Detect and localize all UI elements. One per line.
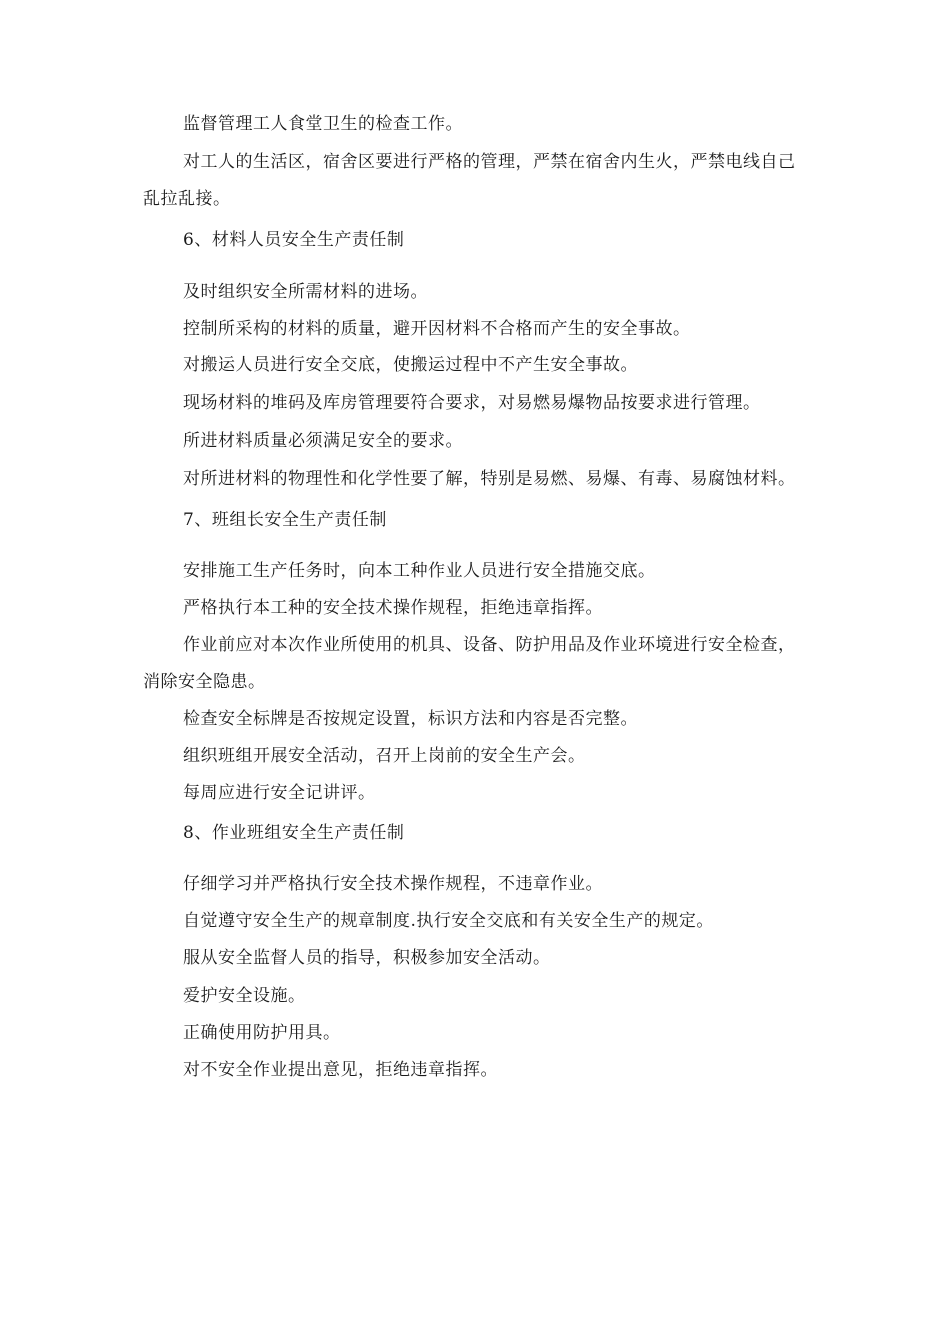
paragraph-line: 控制所采构的材料的质量，避开因材料不合格而产生的安全事故。 [183,319,691,339]
paragraph-line: 服从安全监督人员的指导，积极参加安全活动。 [183,948,551,968]
paragraph-line: 现场材料的堆码及库房管理要符合要求，对易燃易爆物品按要求进行管理。 [183,393,761,413]
paragraph-line: 自觉遵守安全生产的规章制度.执行安全交底和有关安全生产的规定。 [183,911,714,931]
paragraph-line: 每周应进行安全记讲评。 [183,783,376,803]
paragraph-line: 对搬运人员进行安全交底，使搬运过程中不产生安全事故。 [183,355,638,375]
paragraph-line: 安排施工生产任务时，向本工种作业人员进行安全措施交底。 [183,561,656,581]
paragraph-line: 检查安全标牌是否按规定设置，标识方法和内容是否完整。 [183,709,638,729]
paragraph-line: 及时组织安全所需材料的进场。 [183,282,428,302]
paragraph-line: 对所进材料的物理性和化学性要了解，特别是易燃、易爆、有毒、易腐蚀材料。 [183,469,796,489]
paragraph-line: 消除安全隐患。 [143,672,266,692]
paragraph-line: 严格执行本工种的安全技术操作规程，拒绝违章指挥。 [183,598,603,618]
paragraph-line: 爱护安全设施。 [183,986,306,1006]
paragraph-line: 对不安全作业提出意见，拒绝违章指挥。 [183,1060,498,1080]
paragraph-line: 仔细学习并严格执行安全技术操作规程，不违章作业。 [183,874,603,894]
section-heading: 8、作业班组安全生产责任制 [183,823,405,843]
paragraph-line: 对工人的生活区，宿舍区要进行严格的管理，严禁在宿舍内生火，严禁电线自己 [183,152,796,172]
paragraph-line: 正确使用防护用具。 [183,1023,341,1043]
paragraph-line: 监督管理工人食堂卫生的检查工作。 [183,114,463,134]
section-heading: 7、班组长安全生产责任制 [183,510,387,530]
paragraph-line: 所进材料质量必须满足安全的要求。 [183,431,463,451]
paragraph-line: 组织班组开展安全活动，召开上岗前的安全生产会。 [183,746,586,766]
paragraph-line: 乱拉乱接。 [143,189,231,209]
section-heading: 6、材料人员安全生产责任制 [183,230,405,250]
paragraph-line: 作业前应对本次作业所使用的机具、设备、防护用品及作业环境进行安全检查， [183,635,796,655]
